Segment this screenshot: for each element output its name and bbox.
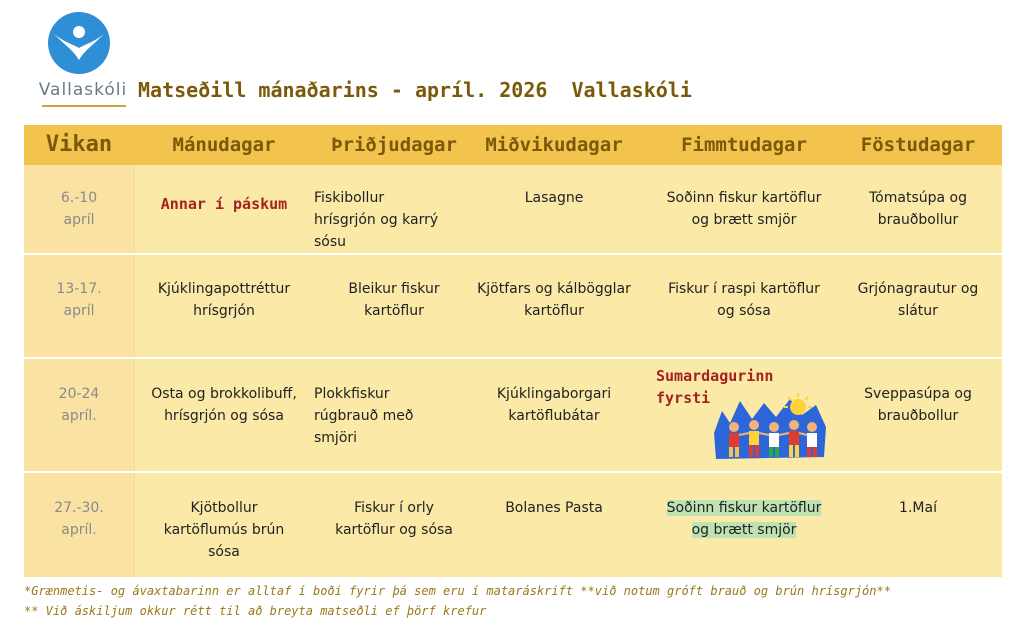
header-tuesday: Þriðjudagar: [331, 134, 457, 156]
menu-item: Lasagne: [524, 190, 584, 206]
page-title: Matseðill mánaðarins - apríl. 2026 Vallaskóli: [138, 78, 692, 102]
week-label: 27.-30. apríl.: [54, 500, 104, 538]
column-divider: [134, 165, 135, 577]
header-friday: Föstudagar: [860, 134, 976, 156]
menu-item: Osta og brokkolibuff, hrísgrjón og sósa: [151, 386, 297, 424]
menu-item: Fiskur í raspi kartöflur og sósa: [668, 281, 820, 319]
row-divider: [24, 253, 1002, 255]
children-sun-illustration-icon: [712, 393, 830, 469]
menu-item: Bolanes Pasta: [505, 500, 603, 516]
holiday-label: Annar í páskum: [160, 195, 288, 213]
menu-table: [24, 125, 1002, 577]
menu-item: 1.Maí: [899, 500, 937, 516]
person-arms-raised-icon: [48, 12, 110, 74]
menu-item: Sveppasúpa og brauðbollur: [864, 386, 972, 424]
header-wednesday: Miðvikudagar: [485, 134, 623, 156]
menu-item: Kjötfars og kálbögglar kartöflur: [477, 281, 631, 319]
menu-item: Soðinn fiskur kartöflur og brætt smjör: [666, 190, 822, 228]
week-label: 20-24 apríl.: [58, 386, 100, 424]
school-logo: [28, 8, 138, 108]
holiday-label: Sumardagurinn fyrsti: [656, 367, 774, 407]
footnote: *Grænmetis- og ávaxtabarinn er alltaf í boði fyrir þá sem eru í mataráskrift **við notum gróft brauð og brún hrísgrjón**: [24, 584, 891, 598]
menu-item: Grjónagrautur og slátur: [857, 281, 979, 319]
menu-item: Kjötbollur kartöflumús brún sósa: [163, 500, 285, 560]
menu-item: Kjúklingapottréttur hrísgrjón: [157, 281, 291, 319]
header-week: Vikan: [45, 132, 113, 157]
header-thursday: Fimmtudagar: [681, 134, 807, 156]
menu-item: Fiskur í orly kartöflur og sósa: [335, 500, 453, 538]
menu-item: Plokkfiskur rúgbrauð með smjöri: [314, 386, 414, 446]
menu-item: Tómatsúpa og brauðbollur: [869, 190, 967, 228]
table-header: [24, 125, 1002, 165]
row-divider: [24, 471, 1002, 473]
header-monday: Mánudagar: [172, 134, 276, 156]
week-label: 13-17. apríl: [56, 281, 102, 319]
footnote: ** Við áskiljum okkur rétt til að breyta matseðli ef þörf krefur: [24, 604, 487, 618]
week-label: 6.-10 apríl: [60, 190, 98, 228]
row-divider: [24, 357, 1002, 359]
menu-item: Kjúklingaborgari kartöflubátar: [496, 386, 612, 424]
logo-text: Vallaskóli: [38, 80, 128, 100]
menu-item: Fiskibollur hrísgrjón og karrý sósu: [314, 190, 439, 250]
logo-underline: [42, 105, 126, 107]
menu-item-highlighted: Soðinn fiskur kartöflur og brætt smjör: [666, 500, 822, 538]
menu-item: Bleikur fiskur kartöflur: [348, 281, 440, 319]
